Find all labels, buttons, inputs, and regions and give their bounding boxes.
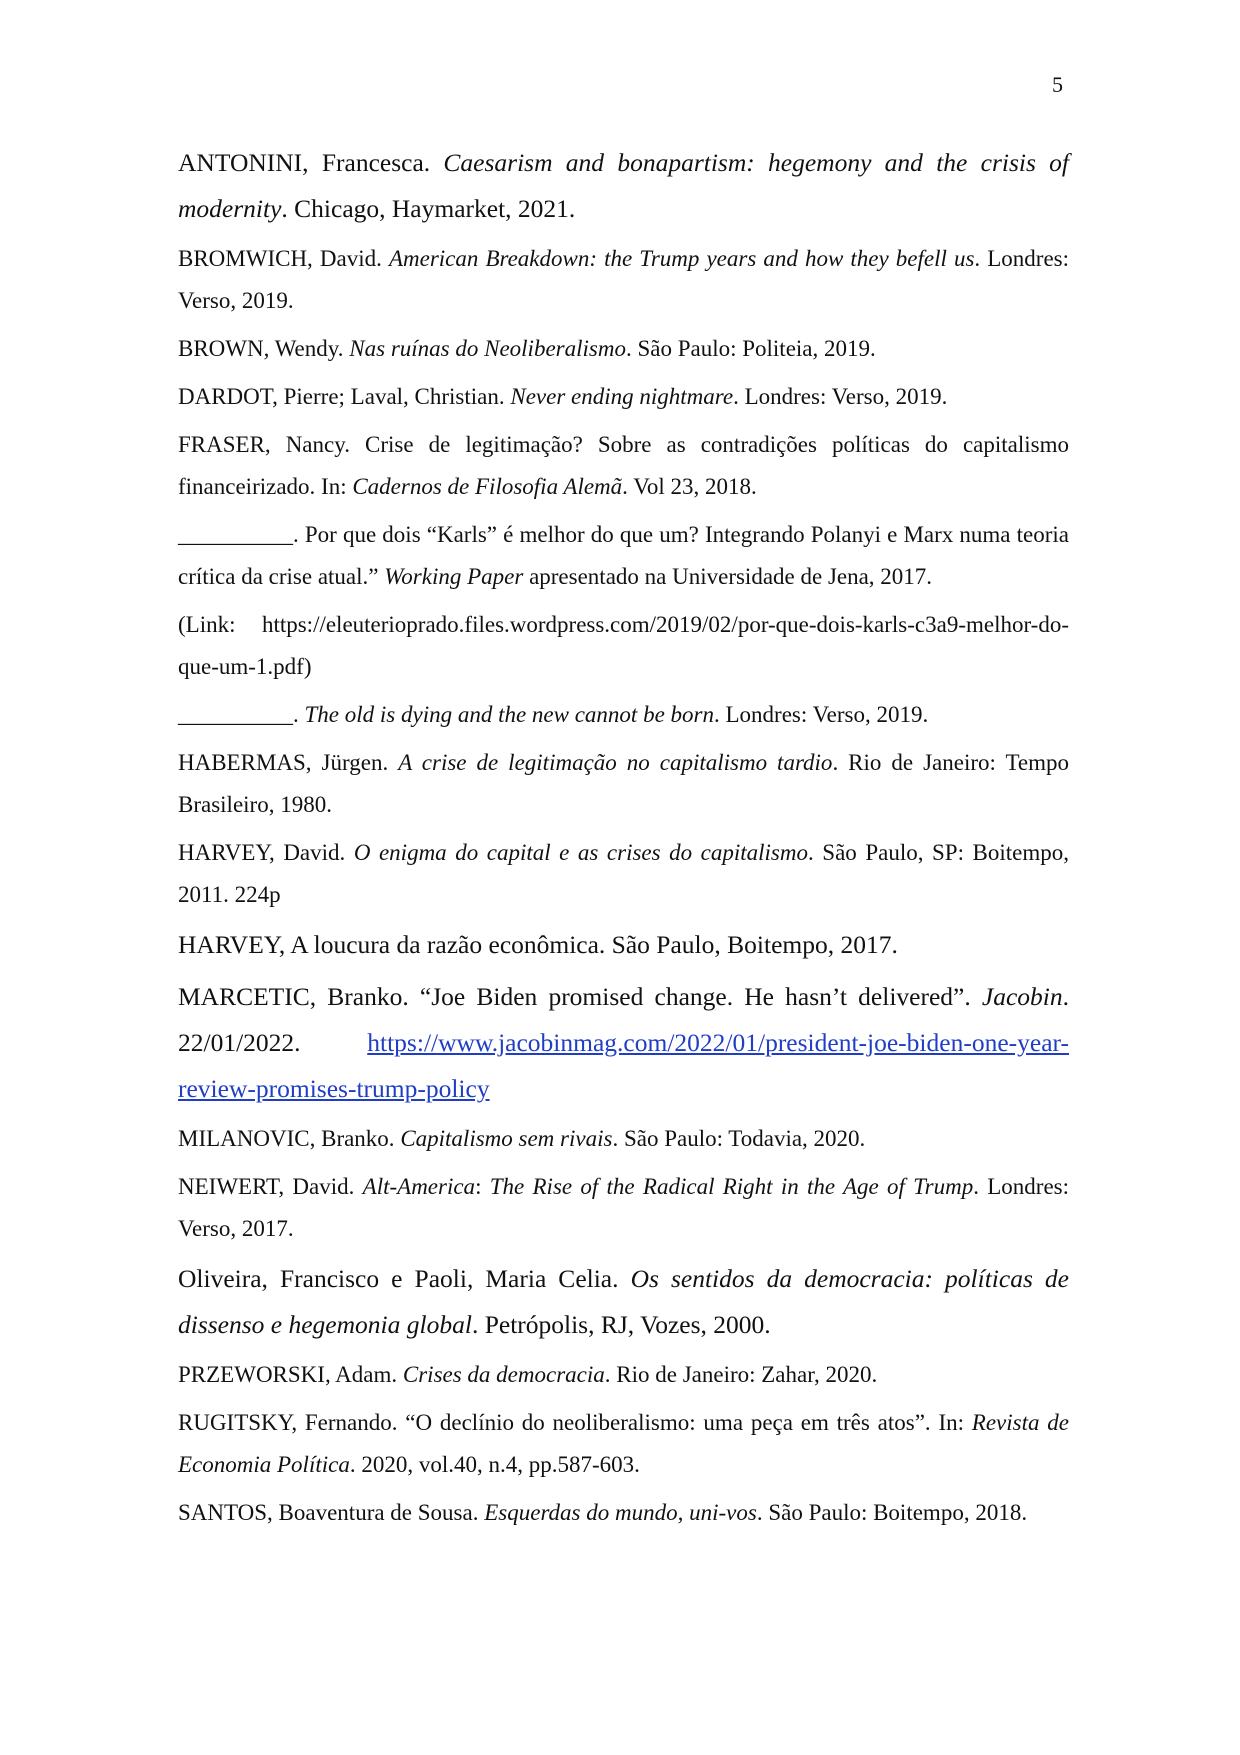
- reference-item: [178, 742, 1069, 826]
- reference-title: Capitalismo sem rivais: [400, 1126, 613, 1151]
- reference-list: [178, 140, 1069, 1540]
- reference-title: American Breakdown: the Trump years and how they befell us: [388, 246, 975, 271]
- reference-item: [178, 1492, 1069, 1534]
- reference-item: [178, 1354, 1069, 1396]
- reference-details: . Rio de Janeiro: Tempo Brasileiro, 1980.: [178, 750, 1069, 817]
- reference-item: [178, 832, 1069, 916]
- reference-author: MILANOVIC, Branko.: [178, 1126, 395, 1151]
- reference-author: DARDOT, Pierre; Laval, Christian.: [178, 384, 505, 409]
- reference-title: Alt-America: [362, 1174, 476, 1199]
- reference-title: Caesarism and bonapartism: hegemony and the crisis of modernity: [178, 148, 1069, 223]
- reference-item: [178, 974, 1069, 1112]
- reference-item: [178, 1402, 1069, 1486]
- reference-details: . Londres: Verso, 2019.: [733, 384, 948, 409]
- reference-details: . Petrópolis, RJ, Vozes, 2000.: [471, 1310, 771, 1339]
- reference-item: [178, 694, 1069, 736]
- reference-details: . Londres: Verso, 2019.: [714, 702, 929, 727]
- reference-item: [178, 238, 1069, 322]
- reference-details: . Chicago, Haymarket, 2021.: [281, 194, 576, 223]
- reference-details: . Londres: Verso, 2017.: [178, 1174, 1070, 1241]
- reference-item: NEIWERT, David. Alt-America: The Rise of the Radical Right in the Age of Trump. Londres: Verso, 2017.: [178, 1174, 1070, 1241]
- reference-title: A crise de legitimação no capitalismo tardio: [398, 750, 833, 775]
- reference-author: HABERMAS, Jürgen.: [178, 750, 389, 775]
- reference-author: SANTOS, Boaventura de Sousa.: [178, 1500, 479, 1525]
- reference-details: . São Paulo: Todavia, 2020.: [612, 1126, 866, 1151]
- reference-details: apresentado na Universidade de Jena, 2017.: [529, 564, 933, 589]
- reference-details: . São Paulo: Boitempo, 2018.: [756, 1500, 1028, 1525]
- reference-title: Cadernos de Filosofia Alemã: [352, 474, 623, 499]
- reference-author: BROWN, Wendy.: [178, 336, 344, 361]
- reference-title: Jacobin: [981, 982, 1063, 1011]
- reference-author: RUGITSKY, Fernando. “O declínio do neoliberalismo: uma peça em três atos”. In:: [178, 1410, 964, 1435]
- reference-title: Working Paper: [384, 564, 524, 589]
- reference-title: Os sentidos da democracia: políticas de dissenso e hegemonia global: [178, 1264, 1070, 1339]
- reference-title: Esquerdas do mundo, uni-vos: [484, 1500, 757, 1525]
- reference-link-note: (Link: https://eleuterioprado.files.wordpress.com/2019/02/por-que-dois-karls-c3a9-melhor-do-que-um-1.pdf): [178, 612, 1069, 679]
- reference-item: [178, 1256, 1069, 1348]
- reference-author: Oliveira, Francisco e Paoli, Maria Celia.: [178, 1264, 619, 1293]
- reference-title: Crises da democracia: [402, 1362, 605, 1387]
- reference-details: . Vol 23, 2018.: [622, 474, 757, 499]
- reference-item: [178, 424, 1069, 508]
- reference-author: FRASER, Nancy. Crise de legitimação? Sobre as contradições políticas do capitalismo financeirizado. In:: [178, 432, 1069, 499]
- reference-title: Never ending nightmare: [510, 384, 734, 409]
- reference-details: . Londres: Verso, 2019.: [178, 246, 1069, 313]
- reference-item: HARVEY, A loucura da razão econômica. São Paulo, Boitempo, 2017.: [178, 930, 898, 959]
- reference-title: O enigma do capital e as crises do capitalismo: [353, 840, 808, 865]
- reference-details: . Rio de Janeiro: Zahar, 2020.: [604, 1362, 878, 1387]
- reference-url-link[interactable]: https://www.jacobinmag.com/2022/01/president-joe-biden-one-year-review-promises-trump-policy: [178, 1028, 1069, 1103]
- reference-author: BROMWICH, David.: [178, 246, 382, 271]
- reference-subtitle: The Rise of the Radical Right in the Age of Trump: [489, 1174, 974, 1199]
- reference-item: [178, 140, 1069, 232]
- reference-author: MARCETIC, Branko. “Joe Biden promised change. He hasn’t delivered”.: [178, 982, 971, 1011]
- reference-details: . São Paulo: Politeia, 2019.: [625, 336, 876, 361]
- reference-details: . 2020, vol.40, n.4, pp.587-603.: [349, 1452, 640, 1477]
- reference-author: ANTONINI, Francesca.: [178, 148, 431, 177]
- reference-item: [178, 1118, 1069, 1160]
- reference-author: NEIWERT, David.: [178, 1174, 355, 1199]
- page-number: 5: [1052, 72, 1063, 97]
- reference-author: __________. Por que dois “Karls” é melhor do que um? Integrando Polanyi e Marx numa teoria crítica da crise atual.”: [178, 522, 1069, 589]
- reference-item: [178, 376, 1069, 418]
- reference-details: . São Paulo, SP: Boitempo, 2011. 224p: [178, 840, 1069, 907]
- reference-author: PRZEWORSKI, Adam.: [178, 1362, 398, 1387]
- reference-item: [178, 328, 1069, 370]
- reference-title: Revista de Economia Política: [178, 1410, 1069, 1477]
- reference-author: HARVEY, David.: [178, 840, 346, 865]
- reference-details: . 22/01/2022.: [178, 982, 1070, 1057]
- reference-item: [178, 514, 1069, 598]
- reference-author: __________.: [178, 702, 299, 727]
- reference-title: Nas ruínas do Neoliberalismo: [349, 336, 626, 361]
- reference-title: The old is dying and the new cannot be born: [304, 702, 714, 727]
